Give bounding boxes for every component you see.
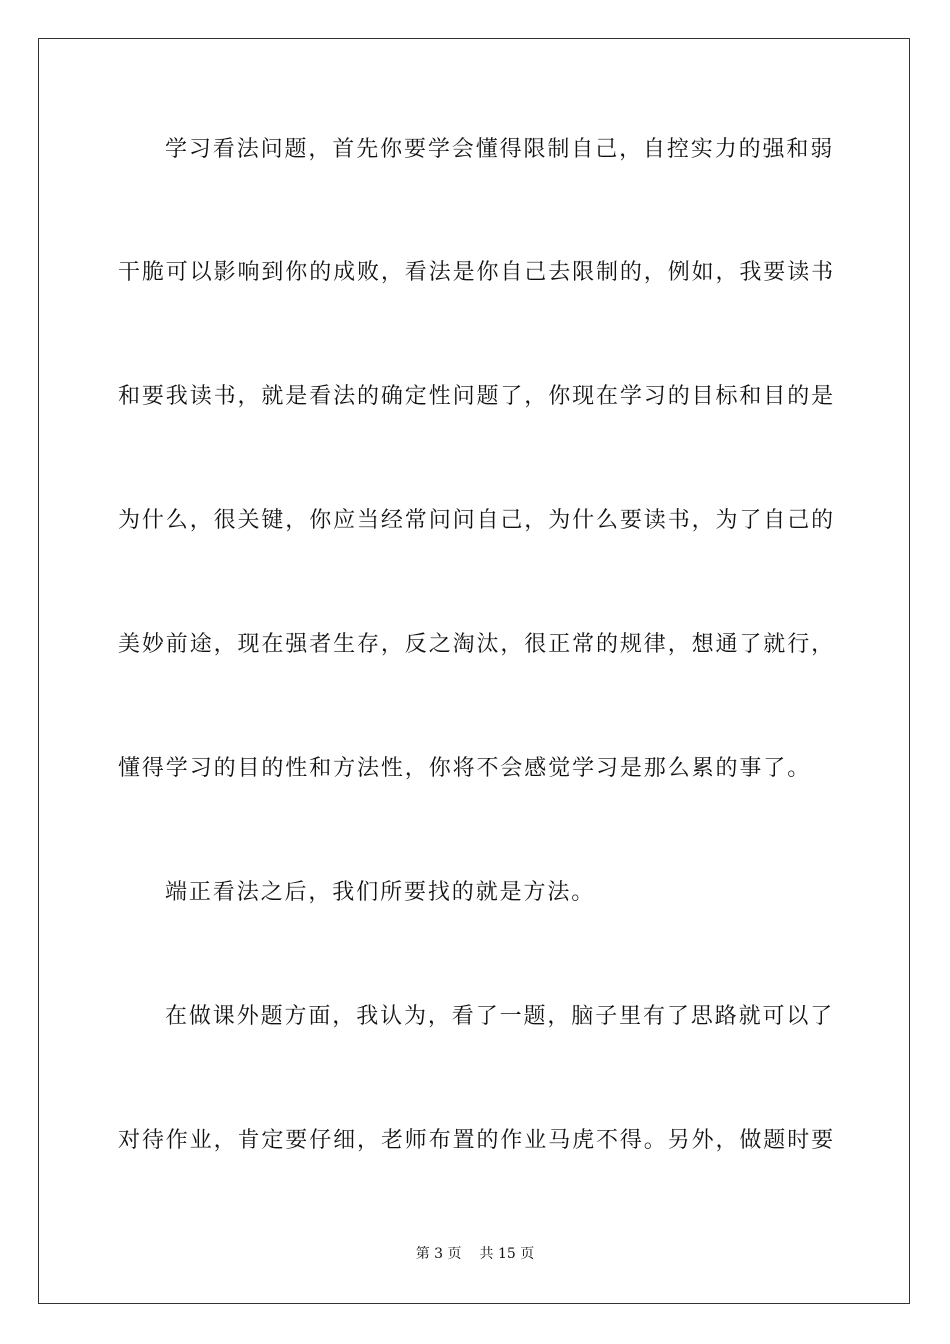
paragraph-line: 为什么，很关键，你应当经常问问自己，为什么要读书，为了自己的 [118, 508, 836, 533]
page-footer [0, 1245, 950, 1263]
paragraph-line: 学习看法问题，首先你要学会懂得限制自己，自控实力的强和弱 [165, 137, 835, 162]
paragraph-line: 在做课外题方面，我认为，看了一题，脑子里有了思路就可以了 [165, 1004, 835, 1029]
paragraph-line: 美妙前途，现在强者生存，反之淘汰，很正常的规律，想通了就行， [118, 632, 836, 657]
paragraph-line: 懂得学习的目的性和方法性，你将不会感觉学习是那么累的事了。 [118, 756, 812, 781]
paragraph-line: 对待作业，肯定要仔细，老师布置的作业马虎不得。另外，做题时要 [118, 1128, 836, 1153]
paragraph-line: 和要我读书，就是看法的确定性问题了，你现在学习的目标和目的是 [118, 384, 836, 409]
paragraph-line: 端正看法之后，我们所要找的就是方法。 [165, 880, 596, 905]
page-border [38, 38, 910, 1304]
total-pages: 共 15 页 [479, 1246, 535, 1262]
page-number: 第 3 页 [415, 1246, 462, 1262]
paragraph-line: 干脆可以影响到你的成败，看法是你自己去限制的，例如，我要读书 [118, 260, 836, 285]
